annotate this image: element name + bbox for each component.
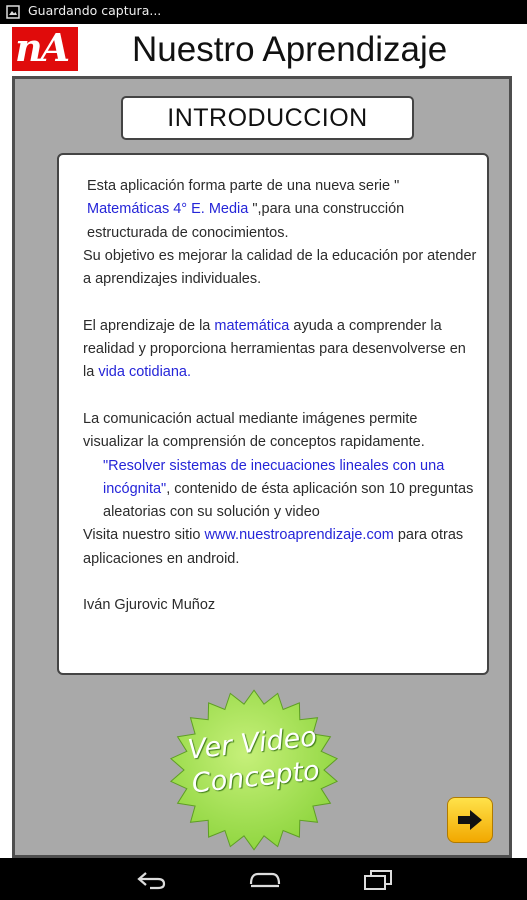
main-panel (12, 76, 512, 858)
paragraph-1 (83, 175, 479, 245)
matematica-link[interactable]: matemática (214, 317, 290, 334)
paragraph-2: Su objetivo es mejorar la calidad de la educación por atender a aprendizajes individuales. (83, 247, 477, 288)
topic-link[interactable]: "Resolver sistemas de inecuaciones lineales con una incógnita" (103, 457, 445, 497)
back-icon[interactable] (136, 870, 168, 890)
series-link[interactable]: Matemáticas 4° E. Media (87, 201, 253, 218)
ver-video-concepto-button[interactable] (163, 685, 345, 855)
p1-text-c: ",para una construcción (252, 201, 405, 218)
p6-text-a: Visita nuestro sitio (83, 527, 205, 544)
next-button[interactable] (447, 797, 493, 843)
intro-heading-box (121, 96, 414, 140)
video-label-line2: Concepto (190, 755, 322, 800)
p5-text-b: , contenido de ésta aplicación son 10 preguntas aleatorias con su solución y video (103, 480, 474, 521)
app-title: Nuestro Aprendizaje (132, 30, 448, 69)
status-bar (0, 0, 527, 24)
home-icon[interactable] (248, 870, 282, 890)
vida-cotidiana-link[interactable]: vida cotidiana. (98, 364, 192, 381)
paragraph-6 (83, 524, 479, 571)
app-header (0, 24, 527, 76)
app-logo (12, 27, 78, 71)
p1-text-d: estructurada de conocimientos. (87, 224, 289, 241)
logo-text: nA (15, 25, 69, 70)
intro-content (57, 153, 489, 675)
paragraph-4: La comunicación actual mediante imágenes permite visualizar la comprensión de conceptos rapidamente. (83, 410, 425, 451)
website-link[interactable]: www.nuestroaprendizaje.com (204, 527, 394, 544)
p6-text-c: para otras aplicaciones en android. (83, 527, 464, 567)
recents-icon[interactable] (362, 869, 394, 891)
video-label-line1: Ver Video (186, 721, 319, 766)
intro-heading: INTRODUCCION (167, 104, 368, 132)
author-name: Iván Gjurovic Muñoz (83, 597, 216, 614)
image-icon (6, 5, 20, 19)
p3-text-a: El aprendizaje de la (83, 317, 215, 334)
p3-text-c: ayuda a comprender la realidad y proporciona herramientas para desenvolverse en la (83, 317, 466, 381)
navigation-bar (0, 858, 527, 900)
status-notification-text: Guardando captura... (28, 3, 162, 18)
paragraph-5 (83, 455, 479, 525)
paragraph-3 (83, 315, 479, 385)
p1-text-a: Esta aplicación forma parte de una nueva serie " (87, 178, 400, 194)
arrow-right-icon (456, 808, 484, 832)
